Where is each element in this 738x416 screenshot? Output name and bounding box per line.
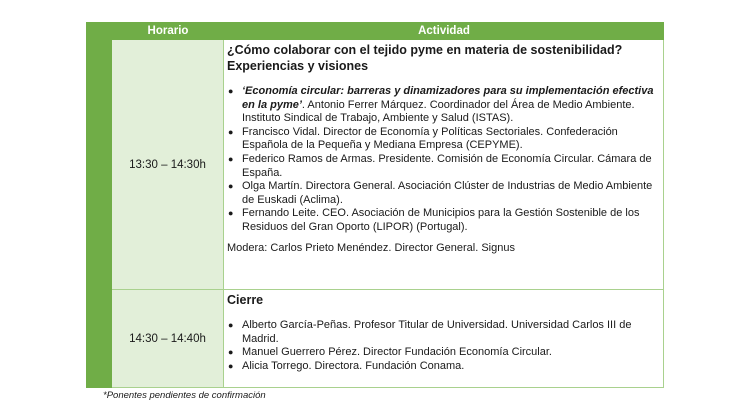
bullet-icon: ●	[228, 181, 234, 192]
header-time: Horario	[147, 25, 189, 37]
table-row	[112, 290, 664, 388]
table-header	[112, 22, 664, 40]
session-title: Cierre	[227, 293, 264, 307]
bullet-icon: ●	[228, 126, 234, 137]
speaker-text: Federico Ramos de Armas. Presidente. Comisión de Economía Circular. Cámara de España.	[242, 152, 652, 179]
speaker-text: Alicia Torrego. Directora. Fundación Conama.	[242, 359, 465, 372]
bullet-icon: ●	[228, 320, 234, 330]
list-item	[227, 319, 657, 346]
speaker-list	[227, 319, 657, 373]
speaker-text: Fernando Leite. CEO. Asociación de Municipios para la Gestión Sostenible de los Residuos del Gran Oporto (LIPOR) (Portugal).	[242, 207, 640, 233]
time-cell: 13:30 – 14:30h	[112, 40, 224, 289]
list-item	[227, 85, 657, 126]
bullet-icon: ●	[228, 347, 234, 358]
moderator-text: Modera: Carlos Prieto Menéndez. Director General. Signus	[227, 241, 515, 254]
list-item	[227, 346, 657, 360]
bullet-icon: ●	[228, 86, 234, 96]
list-item	[227, 153, 657, 180]
activity-cell	[224, 40, 664, 289]
time-cell: 14:30 – 14:40h	[112, 290, 224, 387]
speaker-text: . Antonio Ferrer Márquez. Coordinador del Área de Medio Ambiente. Instituto Sindical de Trabajo, Ambiente y Salud (ISTAS).	[242, 98, 635, 125]
speaker-text: Francisco Vidal. Director de Economía y Políticas Sectoriales. Confederación Española de la Pequeña y Mediana Empresa (CEPYME).	[242, 125, 618, 152]
speaker-text: Manuel Guerrero Pérez. Director Fundación Economía Circular.	[242, 346, 552, 359]
session-title: ¿Cómo colaborar con el tejido pyme en materia de sostenibilidad? Experiencias y visiones	[227, 43, 623, 73]
talk-title: ‘Economía circular: barreras y dinamizadores para su implementación efectiva en la pyme’	[242, 85, 654, 111]
table-row	[112, 40, 664, 290]
activity-cell	[224, 290, 664, 387]
footnote: *Ponentes pendientes de confirmación	[103, 390, 266, 401]
list-item	[227, 207, 657, 234]
bullet-icon: ●	[228, 208, 234, 219]
speaker-text: Olga Martín. Directora General. Asociación Clúster de Industrias de Medio Ambiente de Euskadi (Aclima).	[242, 180, 653, 206]
speaker-list	[227, 85, 657, 235]
left-accent-bar	[86, 22, 112, 388]
list-item	[227, 180, 657, 207]
list-item	[227, 360, 657, 374]
speaker-text: Alberto García-Peñas. Profesor Titular de Universidad. Universidad Carlos III de Madrid.	[242, 319, 632, 345]
bullet-icon: ●	[228, 360, 234, 371]
bullet-icon: ●	[228, 153, 234, 164]
list-item	[227, 126, 657, 153]
header-activity: Actividad	[418, 25, 470, 37]
